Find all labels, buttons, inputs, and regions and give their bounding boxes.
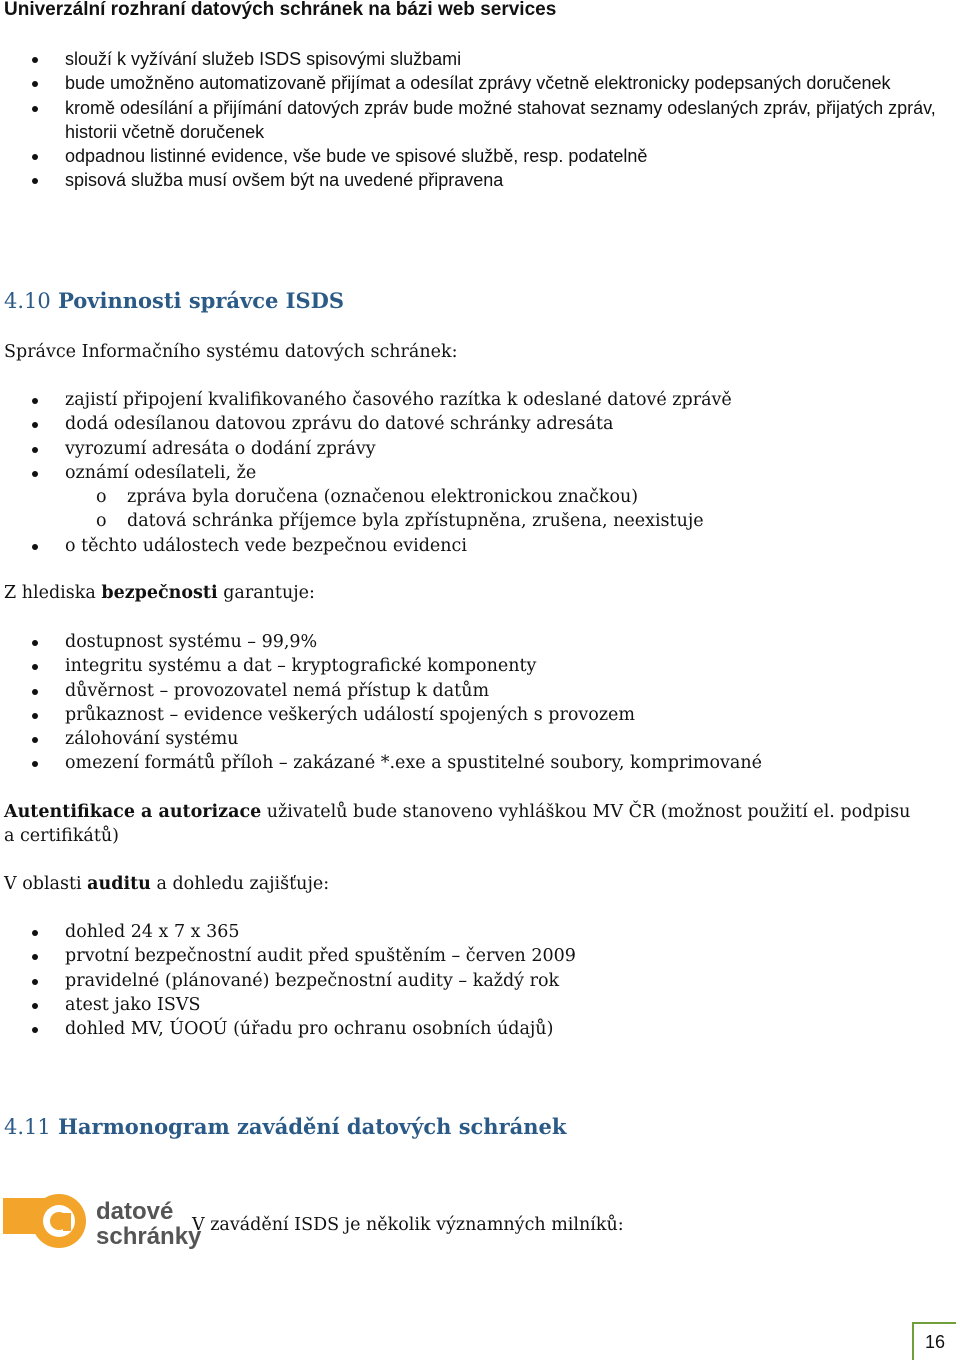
milestones-text: V zavádění ISDS je několik významných milníků:	[192, 1215, 624, 1235]
web-services-list	[0, 47, 940, 193]
audit-list	[0, 920, 940, 1041]
sub-list-item: o datová schránka příjemce byla zpřístupněna, zrušena, neexistuje	[0, 509, 940, 533]
list-item: dodá odesílanou datovou zprávu do datové schránky adresáta	[0, 412, 940, 436]
heading-number: 4.10	[4, 289, 51, 313]
heading-4-10	[4, 288, 344, 313]
list-item: bude umožněno automatizovaně přijímat a odesílat zprávy včetně elektronicky podepsaných doručenek	[0, 71, 940, 95]
list-item: dohled MV, ÚOOÚ (úřadu pro ochranu osobních údajů)	[0, 1017, 940, 1041]
list-item: omezení formátů příloh – zakázané *.exe a spustitelné soubory, komprimované	[0, 751, 940, 775]
security-list	[0, 630, 940, 776]
admin-duties-list	[0, 388, 940, 558]
heading-text: Povinnosti správce ISDS	[58, 288, 345, 313]
heading-text: Harmonogram zavádění datových schránek	[58, 1114, 567, 1139]
section-title: Univerzální rozhraní datových schránek na bázi web services	[4, 0, 557, 20]
text: V oblasti	[4, 874, 88, 894]
text: a dohledu zajišťuje:	[150, 874, 330, 894]
text: garantuje:	[217, 583, 315, 603]
list-item: dostupnost systému – 99,9%	[0, 630, 940, 654]
list-item: prvotní bezpečnostní audit před spuštěním – červen 2009	[0, 944, 940, 968]
admin-intro: Správce Informačního systému datových schránek:	[4, 342, 458, 362]
list-item: zajistí připojení kvalifikovaného časového razítka k odeslané datové zprávě	[0, 388, 940, 412]
datove-schranky-logo	[3, 1193, 202, 1250]
list-item: integritu systému a dat – kryptografické komponenty	[0, 654, 940, 678]
list-item: průkaznost – evidence veškerých událostí spojených s provozem	[0, 703, 940, 727]
list-item: oznámí odesílateli, že	[0, 461, 940, 485]
audit-intro	[4, 872, 924, 896]
list-item: slouží k vyžívání služeb ISDS spisovými službami	[0, 47, 940, 71]
security-intro	[4, 581, 924, 605]
list-item: o těchto událostech vede bezpečnou evidenci	[0, 534, 940, 558]
list-item: spisová služba musí ovšem být na uvedené připravena	[0, 168, 940, 192]
list-item: odpadnou listinné evidence, vše bude ve spisové službě, resp. podatelně	[0, 144, 940, 168]
list-item: dohled 24 x 7 x 365	[0, 920, 940, 944]
list-item: pravidelné (plánované) bezpečnostní audity – každý rok	[0, 969, 940, 993]
text: uživatelů bude stanoveno vyhláškou MV ČR (možnost použití el. podpisu a certifikátů)	[4, 802, 911, 847]
logo-line1: datové	[96, 1198, 174, 1225]
list-item: důvěrnost – provozovatel nemá přístup k datům	[0, 679, 940, 703]
logo-icon	[3, 1193, 202, 1250]
list-item: kromě odesílání a přijímání datových zpráv bude možné stahovat seznamy odeslaných zpráv, přijatých zpráv, historii včetně doručenek	[0, 96, 940, 145]
text: Z hlediska	[4, 583, 102, 603]
heading-number: 4.11	[4, 1115, 51, 1139]
bold-text: Autentifikace a autorizace	[4, 802, 262, 822]
list-item: zálohování systému	[0, 727, 940, 751]
list-item: vyrozumí adresáta o dodání zprávy	[0, 437, 940, 461]
page-number: 16	[912, 1322, 956, 1360]
heading-4-11	[4, 1114, 566, 1139]
logo-line2: schránky	[96, 1223, 202, 1250]
bold-text: bezpečnosti	[101, 583, 218, 603]
list-item: atest jako ISVS	[0, 993, 940, 1017]
auth-paragraph	[4, 800, 919, 849]
bold-text: auditu	[87, 874, 151, 894]
sub-list-item: o zpráva byla doručena (označenou elektronickou značkou)	[0, 485, 940, 509]
